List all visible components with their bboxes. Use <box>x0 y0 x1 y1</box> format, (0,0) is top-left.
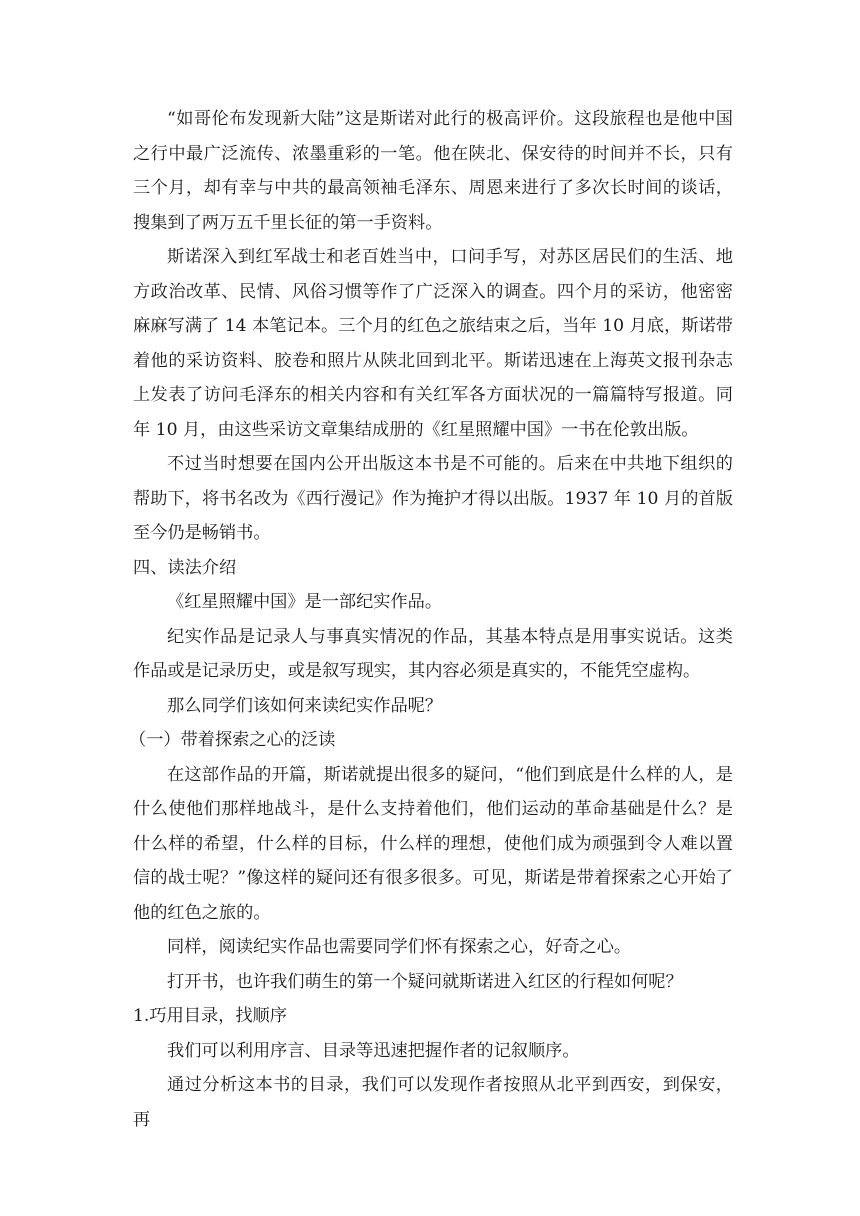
paragraph-first-question: 打开书，也许我们萌生的第一个疑问就斯诺进入红区的行程如何呢？ <box>167 971 683 992</box>
subsection-heading-exploratory-reading: （一）带着探索之心的泛读 <box>129 730 336 750</box>
paragraph-how-to-read: 那么同学们该如何来读纪实作品呢？ <box>167 695 443 716</box>
paragraph-documentary-definition: 纪实作品是记录人与事真实情况的作品，其基本特点是用事实说话。这类作品或是记录历史，或是叙写现实，其内容必须是真实的，不能凭空虚构。 <box>133 626 733 681</box>
document-body <box>129 102 733 1137</box>
paragraph-columbus: “如哥伦布发现新大陆”这是斯诺对此行的极高评价。这段旅程也是他中国之行中最广泛流传、浓墨重彩的一笔。他在陕北、保安待的时间并不长，只有三个月，却有幸与中共的最高领袖毛泽东、周恩来进行了多次长时间的谈话，搜集到了两万五千里长征的第一手资料。 <box>133 109 733 233</box>
paragraph-questions: 在这部作品的开篇，斯诺就提出很多的疑问，“他们到底是什么样的人，是什么使他们那样地战斗，是什么支持着他们，他们运动的革命基础是什么？是什么样的希望，什么样的目标，什么样的理想，使他们成为顽强到令人难以置信的战士呢？”像这样的疑问还有很多很多。可见，斯诺是带着探索之心开始了他的红色之旅的。 <box>133 764 733 923</box>
section-heading-reading-method: 四、读法介绍 <box>133 557 237 578</box>
paragraph-interviews: 斯诺深入到红军战士和老百姓当中，口问手写，对苏区居民们的生活、地方政治改革、民情、风俗习惯等作了广泛深入的调查。四个月的采访，他密密麻麻写满了 14 本笔记本。三个月的红色之旅结束之后，当年 10 月底，斯诺带着他的采访资料、胶卷和照片从陕北回到北平。斯诺迅速在上海英文报刊杂志上发表了访问毛泽东的相关内容和有关红军各方面状况的一篇篇特写报道。同年 10 月，由这些采访文章集结成册的《红星照耀中国》一书在伦敦出版。 <box>133 247 733 440</box>
paragraph-documentary-work: 《红星照耀中国》是一部纪实作品。 <box>167 592 443 612</box>
paragraph-curiosity: 同样，阅读纪实作品也需要同学们怀有探索之心，好奇之心。 <box>167 937 632 957</box>
list-heading-use-toc: 1.巧用目录，找顺序 <box>133 1006 287 1026</box>
paragraph-publication: 不过当时想要在国内公开出版这本书是不可能的。后来在中共地下组织的帮助下，将书名改为《西行漫记》作为掩护才得以出版。1937 年 10 月的首版至今仍是畅销书。 <box>133 454 733 543</box>
paragraph-preface-toc: 我们可以利用序言、目录等迅速把握作者的记叙顺序。 <box>167 1040 580 1061</box>
paragraph-toc-analysis: 通过分析这本书的目录，我们可以发现作者按照从北平到西安，到保安，再 <box>133 1075 733 1130</box>
